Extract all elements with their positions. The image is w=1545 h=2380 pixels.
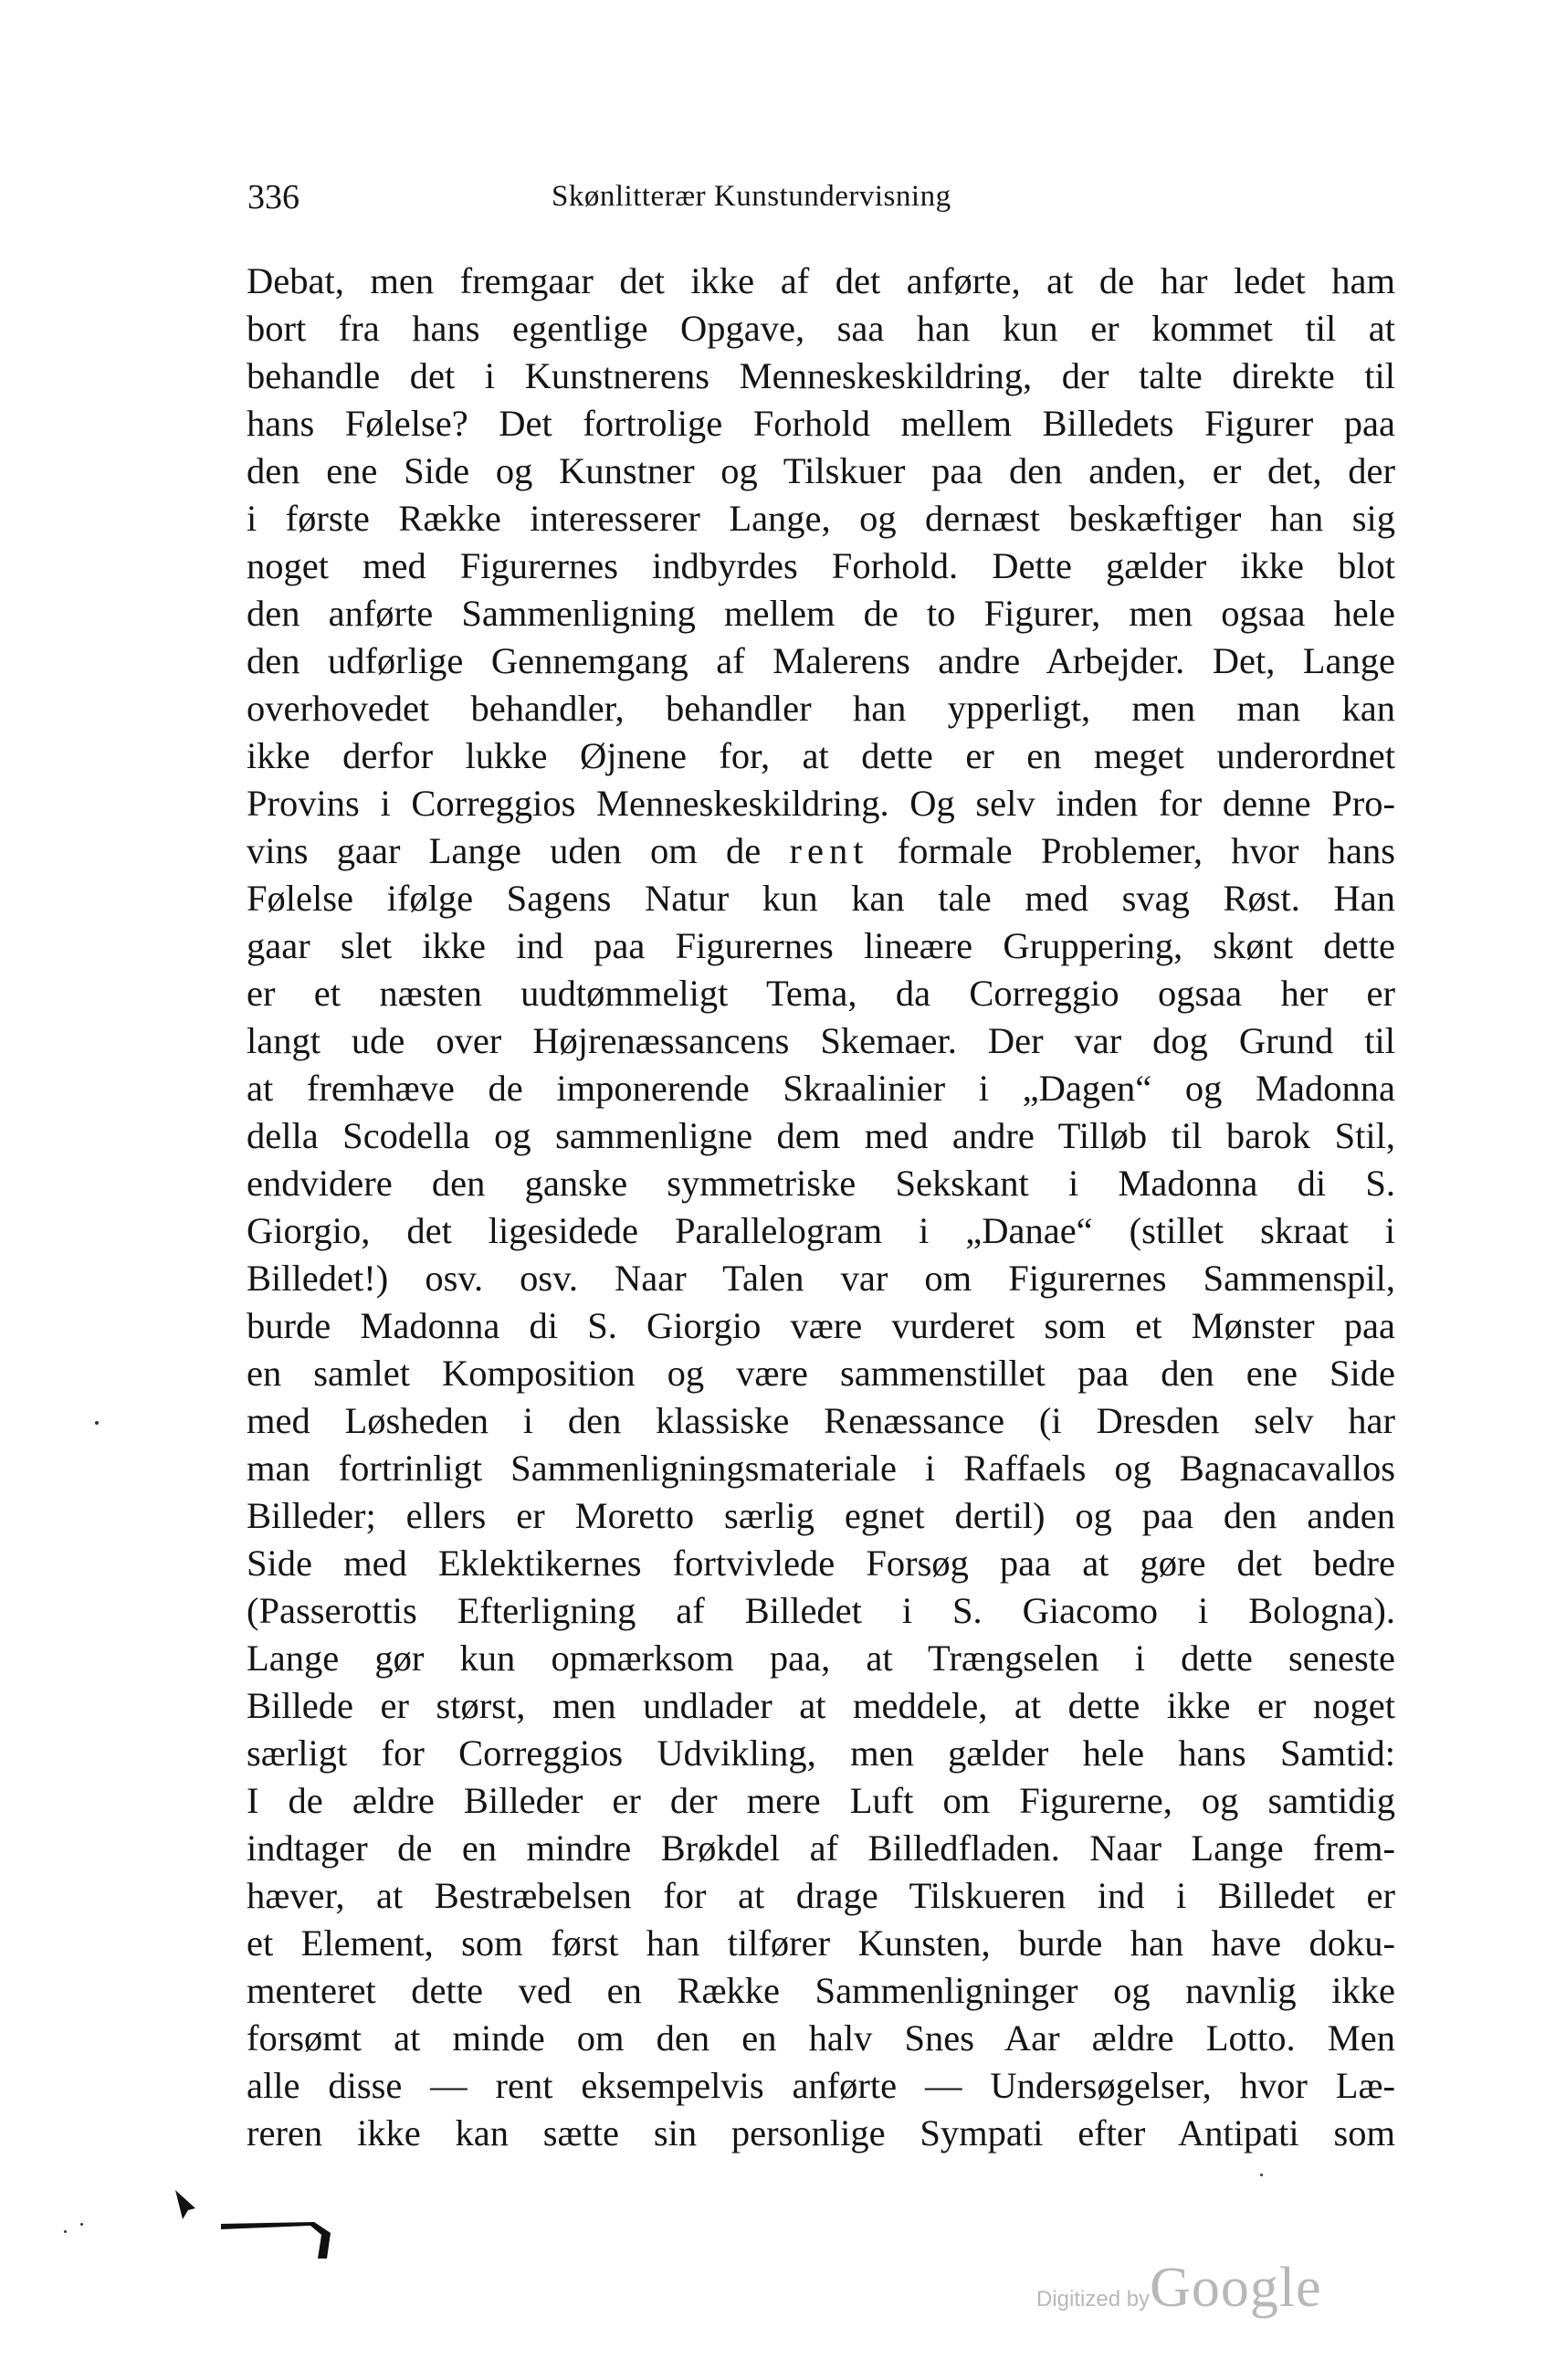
text-line: della Scodella og sammenligne dem med andre Tilløb til barok Stil, xyxy=(247,1115,1395,1156)
speck xyxy=(1260,2174,1263,2176)
text-line: Billeder; ellers er Moretto særlig egnet dertil) og paa den anden xyxy=(247,1495,1395,1536)
text-line: Billedet!) osv. osv. Naar Talen var om Figurernes Sammenspil, xyxy=(247,1258,1395,1299)
text-line: Side med Eklektikernes fortvivlede Forsøg paa at gøre det bedre xyxy=(247,1543,1395,1584)
text-line: den anførte Sammenligning mellem de to Figurer, men ogsaa hele xyxy=(247,593,1395,634)
text-line xyxy=(247,827,1395,875)
text-line: ikke derfor lukke Øjnene for, at dette er en meget underordnet xyxy=(247,735,1395,776)
text-line: noget med Figurernes indbyrdes Forhold. Dette gælder ikke blot xyxy=(247,545,1395,586)
arrow-mark-icon xyxy=(172,2188,208,2225)
page-number: 336 xyxy=(247,178,300,216)
text-segment: formale Problemer, hvor hans xyxy=(868,830,1395,871)
text-line: hans Følelse? Det fortrolige Forhold mellem Billedets Figurer paa xyxy=(247,403,1395,444)
text-line: overhovedet behandler, behandler han ypperligt, men man kan xyxy=(247,688,1395,729)
watermark xyxy=(1036,2256,1322,2321)
text-line: et Element, som først han tilfører Kunsten, burde han have doku- xyxy=(247,1922,1395,1964)
text-line: gaar slet ikke ind paa Figurernes lineære Gruppering, skønt dette xyxy=(247,925,1395,966)
spaced-emphasis: rent xyxy=(789,830,869,871)
watermark-brand: Google xyxy=(1150,2257,1322,2319)
text-line: forsømt at minde om den en halv Snes Aar ældre Lotto. Men xyxy=(247,2017,1395,2059)
text-line: reren ikke kan sætte sin personlige Sympati efter Antipati som xyxy=(247,2112,1395,2154)
text-line: en samlet Komposition og være sammenstillet paa den ene Side xyxy=(247,1353,1395,1394)
text-line: menteret dette ved en Række Sammenligninger og navnlig ikke xyxy=(247,1970,1395,2011)
text-line: indtager de en mindre Brøkdel af Billedfladen. Naar Lange frem- xyxy=(247,1827,1395,1869)
text-line: med Løsheden i den klassiske Renæssance (i Dresden selv har xyxy=(247,1400,1395,1441)
text-line: den ene Side og Kunstner og Tilskuer paa den anden, er det, der xyxy=(247,450,1395,491)
text-line: (Passerottis Efterligning af Billedet i S. Giacomo i Bologna). xyxy=(247,1590,1395,1631)
text-line: I de ældre Billeder er der mere Luft om Figurerne, og samtidig xyxy=(247,1780,1395,1821)
text-segment: vins gaar Lange uden om de xyxy=(247,830,790,871)
bracket-mark-icon xyxy=(219,2222,347,2262)
text-line: Billede er størst, men undlader at meddele, at dette ikke er noget xyxy=(247,1685,1395,1726)
text-line: langt ude over Højrenæssancens Skemaer. Der var dog Grund til xyxy=(247,1020,1395,1061)
text-line: Provins i Correggios Menneskeskildring. Og selv inden for denne Pro- xyxy=(247,783,1395,824)
speck xyxy=(64,2230,67,2233)
text-line: hæver, at Bestræbelsen for at drage Tilskueren ind i Billedet er xyxy=(247,1875,1395,1916)
text-line: behandle det i Kunstnerens Menneskeskildring, der talte direkte til xyxy=(247,355,1395,396)
text-line: særligt for Correggios Udvikling, men gælder hele hans Samtid: xyxy=(247,1732,1395,1774)
text-line: den udførlige Gennemgang af Malerens andre Arbejder. Det, Lange xyxy=(247,640,1395,681)
text-line: Giorgio, det ligesidede Parallelogram i „Danae“ (stillet skraat i xyxy=(247,1210,1395,1251)
body-text xyxy=(247,258,1395,2157)
text-line: at fremhæve de imponerende Skraalinier i „Dagen“ og Madonna xyxy=(247,1068,1395,1109)
text-line: endvidere den ganske symmetriske Sekskant i Madonna di S. xyxy=(247,1163,1395,1204)
text-line: alle disse — rent eksempelvis anførte — Undersøgelser, hvor Læ- xyxy=(247,2065,1395,2106)
running-head: Skønlitterær Kunstundervisning xyxy=(552,180,951,213)
text-line: man fortrinligt Sammenligningsmateriale i Raffaels og Bagnacavallos xyxy=(247,1448,1395,1489)
text-line: bort fra hans egentlige Opgave, saa han kun er kommet til at xyxy=(247,308,1395,349)
text-line: Lange gør kun opmærksom paa, at Trængselen i dette seneste xyxy=(247,1638,1395,1679)
text-line: burde Madonna di S. Giorgio være vurderet som et Mønster paa xyxy=(247,1305,1395,1346)
text-line: i første Række interesserer Lange, og dernæst beskæftiger han sig xyxy=(247,498,1395,539)
watermark-prefix: Digitized by xyxy=(1036,2287,1151,2312)
text-line: Debat, men fremgaar det ikke af det anførte, at de har ledet ham xyxy=(247,260,1395,301)
text-line: er et næsten uudtømmeligt Tema, da Correggio ogsaa her er xyxy=(247,973,1395,1014)
text-line: Følelse ifølge Sagens Natur kun kan tale med svag Røst. Han xyxy=(247,878,1395,919)
speck xyxy=(80,2223,83,2226)
speck xyxy=(95,1421,99,1425)
